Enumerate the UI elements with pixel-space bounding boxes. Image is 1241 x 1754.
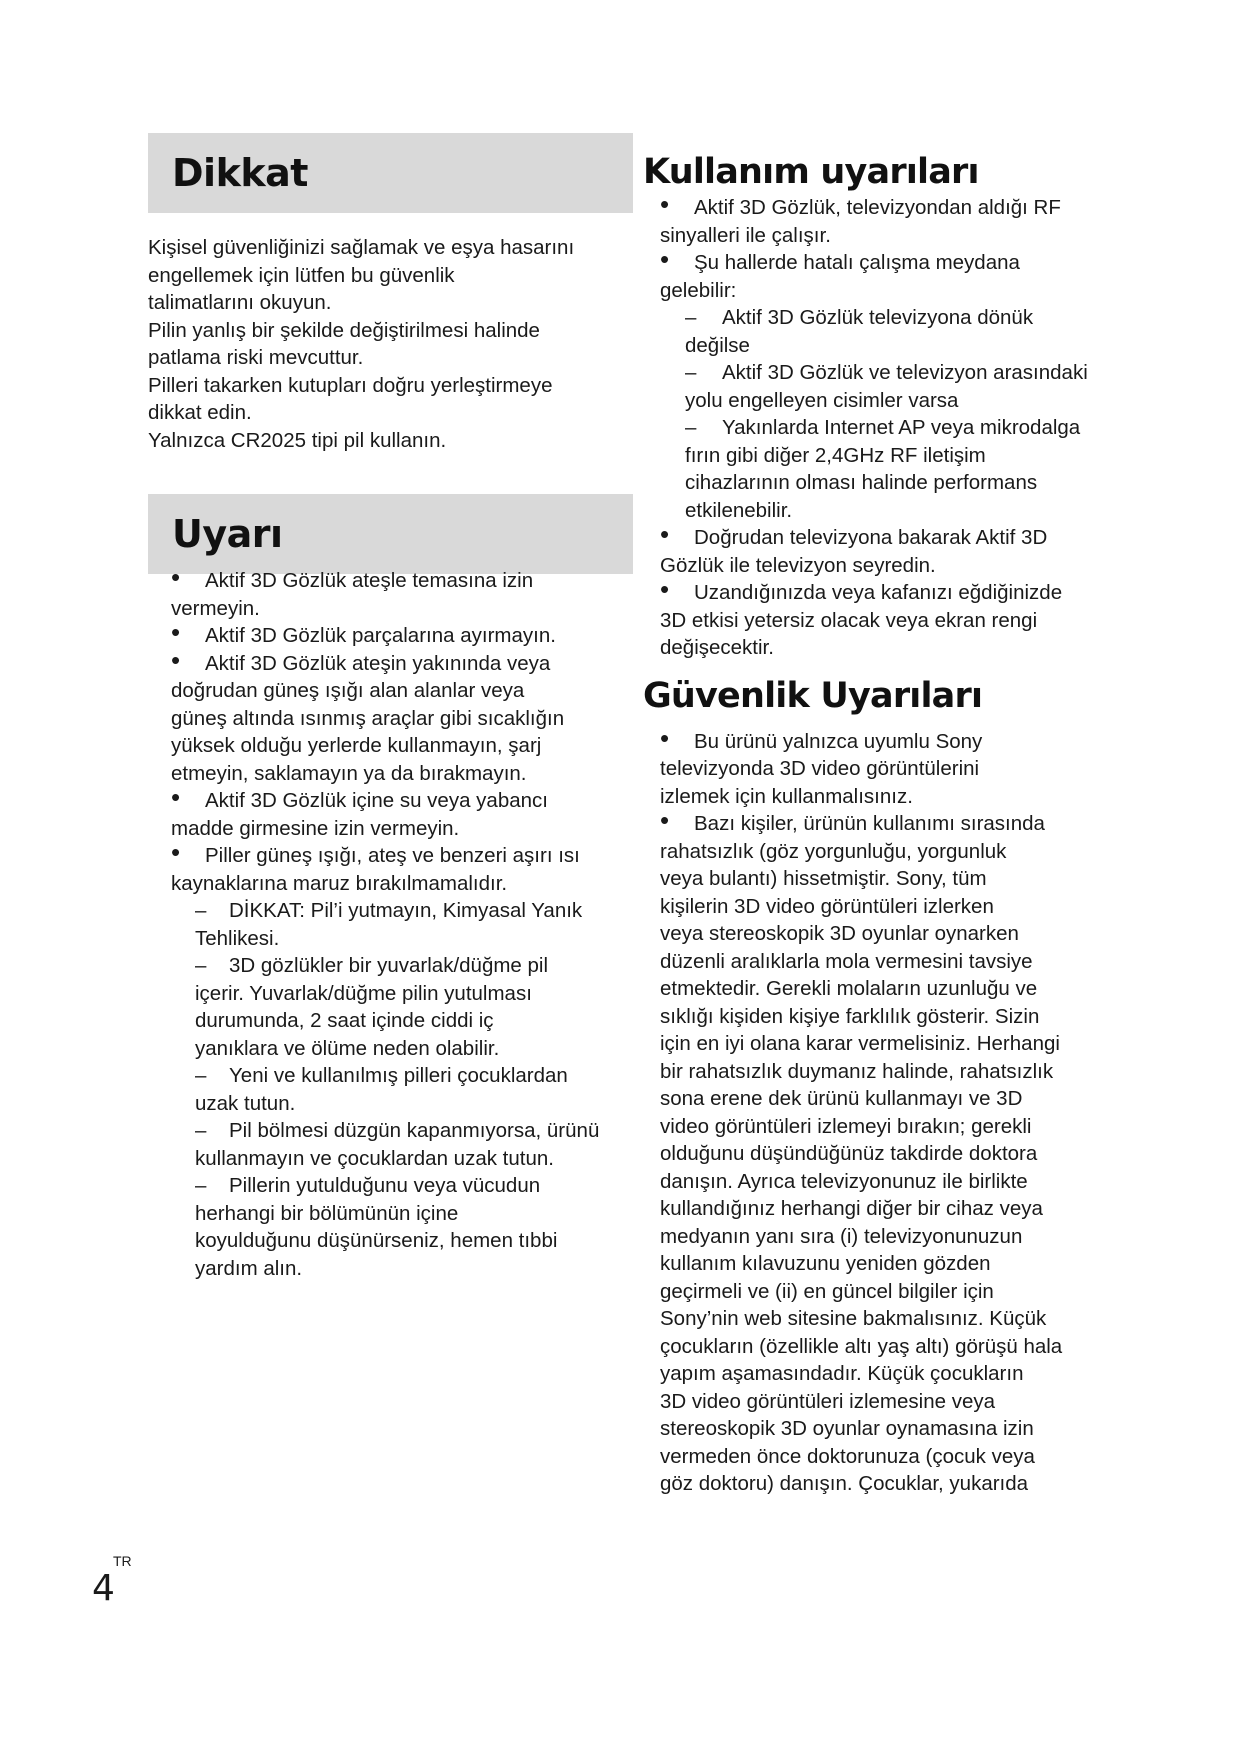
kullanim-heading: Kullanım uyarıları: [643, 152, 979, 192]
bullet-item: • Aktif 3D Gözlük parçalarına ayırmayın.: [171, 617, 556, 647]
dash-item: – Yakınlarda Internet AP veya mikrodalga fırın gibi diğer 2,4GHz RF iletişim cihazlarının olması halinde performans etkilenebilir.: [685, 416, 1081, 522]
dash-item: – Pillerin yutulduğunu veya vücudun herhangi bir bölümünün içine koyulduğunu düşünürseniz, hemen tıbbi yardım alın.: [195, 1174, 558, 1280]
dash-icon: –: [195, 1119, 207, 1142]
kullanim-list: [660, 189, 1133, 662]
dikkat-heading: Dikkat: [148, 133, 633, 213]
dikkat-line: Kişisel güvenliğinizi sağlamak ve eşya hasarını: [148, 236, 575, 259]
dikkat-line: talimatlarını okuyun.: [148, 291, 332, 314]
dash-icon: –: [685, 416, 697, 439]
dash-icon: –: [195, 1064, 207, 1087]
dash-item: – DİKKAT: Pil’i yutmayın, Kimyasal Yanık Tehlikesi.: [195, 899, 583, 950]
bullet-item: • Aktif 3D Gözlük, televizyondan aldığı RF sinyalleri ile çalışır.: [660, 189, 1061, 247]
bullet-item: • Bazı kişiler, ürünün kullanımı sırasında rahatsızlık (göz yorgunluğu, yorgunluk veya bulantı) hissetmiştir. Sony, tüm kişilerin 3D video görüntüleri izlerken veya stereoskopik 3D oyunlar oynarken düzenli aralıklarla mola vermesini tavsiye etmektedir. Gerekli molaların uzunluğu ve sıklığı kişiden kişiye farklılık gösterir. Sizin için en iyi olana karar vermelisiniz. Herhangi bir rahatsızlık duymanız halinde, rahatsızlık sona erene dek ürünü kullanmayı ve 3D video görüntüleri izlemeyi bırakın; gerekli olduğunu düşündüğünüz takdirde doktora danışın. Ayrıca televizyonunuz ile birlikte kullandığınız herhangi diğer bir cihaz veya medyanın yanı sıra (i) televizyonunuzun kullanım kılavuzunu yeniden gözden geçirmeli ve (ii) en güncel bilgiler için Sony’nin web sitesine bakmalısınız. Küçük çocukların (özellikle altı yaş altı) görüşü hala yapım aşamasındadır. Küçük çocukların 3D video görüntüleri izlemesine veya stereoskopik 3D oyunlar oynamasına izin vermeden önce doktorunuza (çocuk veya göz doktoru) danışın. Çocuklar, yukarıda: [660, 805, 1063, 1495]
bullet-item: • Doğrudan televizyona bakarak Aktif 3D Gözlük ile televizyon seyredin.: [660, 519, 1048, 577]
bullet-item: • Piller güneş ışığı, ateş ve benzeri aşırı ısı kaynaklarına maruz bırakılmamalıdır.: [171, 837, 580, 895]
bullet-item: • Aktif 3D Gözlük ateşle temasına izin vermeyin.: [171, 562, 534, 620]
bullet-item: • Şu hallerde hatalı çalışma meydana gelebilir:: [660, 244, 1020, 302]
dash-item: – 3D gözlükler bir yuvarlak/düğme pil içerir. Yuvarlak/düğme pilin yutulması durumunda, 2 saat içinde ciddi iç yanıklara ve ölüme neden olabilir.: [195, 954, 549, 1060]
dash-item: – Aktif 3D Gözlük ve televizyon arasındaki yolu engelleyen cisimler varsa: [685, 361, 1088, 412]
uyari-heading: Uyarı: [148, 494, 633, 574]
dash-item: – Pil bölmesi düzgün kapanmıyorsa, ürünü kullanmayın ve çocuklardan uzak tutun.: [195, 1119, 600, 1170]
dash-icon: –: [685, 306, 697, 329]
bullet-item: • Bu ürünü yalnızca uyumlu Sony televizyonda 3D video görüntülerini izlemek için kullanmalısınız.: [660, 722, 983, 808]
dikkat-line: engellemek için lütfen bu güvenlik: [148, 263, 455, 287]
dikkat-text: [148, 234, 633, 454]
dikkat-line: patlama riski mevcuttur.: [148, 346, 364, 369]
guvenlik-list: [660, 722, 1133, 1498]
dikkat-line: Yalnızca CR2025 tipi pil kullanın.: [148, 428, 447, 452]
uyari-list: [171, 562, 641, 1282]
bullet-item: • Uzandığınızda veya kafanızı eğdiğinizde 3D etkisi yetersiz olacak veya ekran rengi değişecektir.: [660, 574, 1063, 659]
dash-item: – Aktif 3D Gözlük televizyona dönük değilse: [685, 306, 1034, 357]
dikkat-line: dikkat edin.: [148, 401, 252, 424]
page-number: 4: [92, 1568, 115, 1609]
dash-icon: –: [685, 361, 697, 384]
guvenlik-heading: Güvenlik Uyarıları: [643, 675, 983, 716]
dikkat-line: Pilleri takarken kutupları doğru yerleştirmeye: [148, 373, 553, 397]
dash-icon: –: [195, 899, 207, 922]
bullet-item: • Aktif 3D Gözlük ateşin yakınında veya doğrudan güneş ışığı alan alanlar veya güneş altında ısınmış araçlar gibi sıcaklığın yüksek olduğu yerlerde kullanmayın, şarj etmeyin, saklamayın ya da bırakmayın.: [171, 644, 565, 785]
right-column: [643, 150, 1133, 1498]
dash-icon: –: [195, 954, 207, 977]
dikkat-line: Pilin yanlış bir şekilde değiştirilmesi halinde: [148, 318, 540, 342]
language-code: TR: [113, 1553, 132, 1569]
bullet-item: • Aktif 3D Gözlük içine su veya yabancı madde girmesine izin vermeyin.: [171, 782, 548, 840]
dash-icon: –: [195, 1174, 207, 1197]
dash-item: – Yeni ve kullanılmış pilleri çocuklardan uzak tutun.: [195, 1064, 568, 1115]
left-column: [148, 133, 633, 574]
